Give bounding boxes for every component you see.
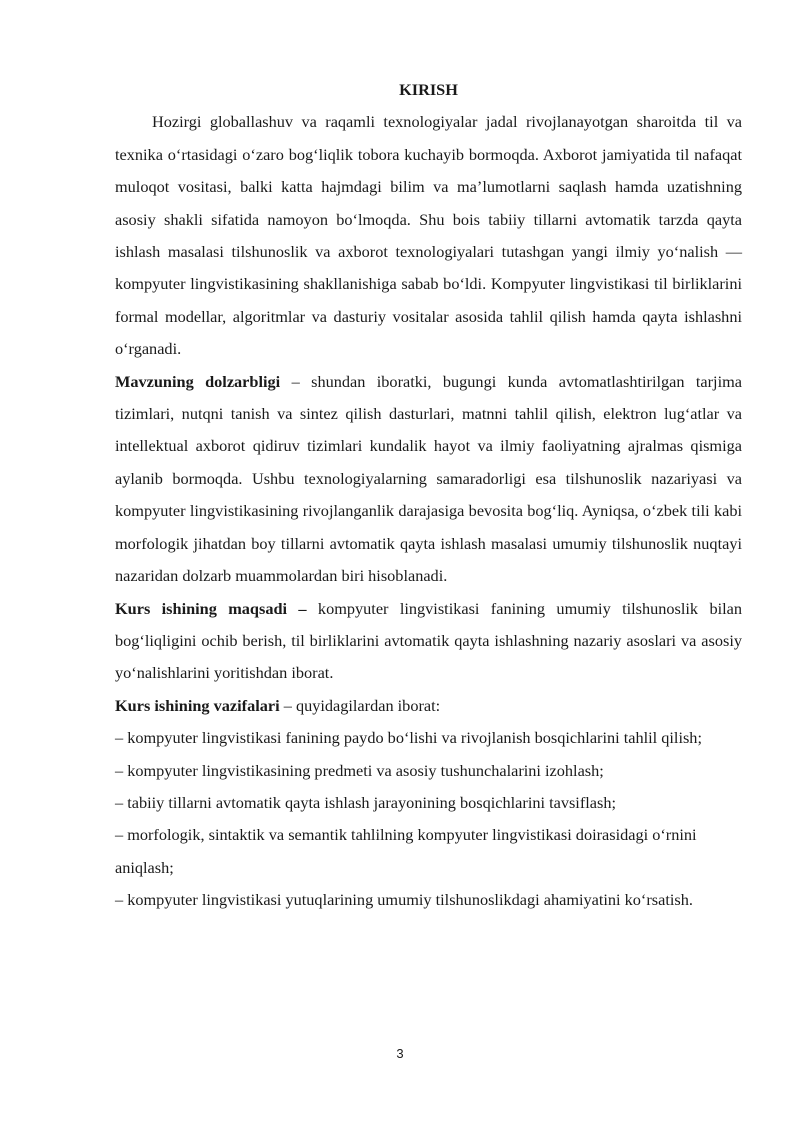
task-item: – kompyuter lingvistikasining predmeti va asosiy tushunchalarini izohlash; [115, 760, 604, 780]
task-item: – tabiiy tillarni avtomatik qayta ishlash jarayonining bosqichlarini tavsiflash; [115, 792, 616, 812]
relevance-paragraph [115, 366, 742, 593]
tasks-paragraph [115, 690, 742, 722]
task-item: – morfologik, sintaktik va semantik tahlilning kompyuter lingvistikasi doirasidagi o‘rnini aniqlash; [115, 825, 697, 877]
tasks-label: Kurs ishining vazifalari [115, 695, 280, 715]
document-page [115, 74, 742, 917]
relevance-label: Mavzuning dolzarbligi [115, 371, 281, 391]
task-item: – kompyuter lingvistikasi fanining paydo bo‘lishi va rivojlanish bosqichlarini tahlil qilish; [115, 728, 702, 748]
section-title: KIRISH [399, 80, 458, 99]
goal-label: Kurs ishining maqsadi – [115, 598, 307, 618]
task-item: – kompyuter lingvistikasi yutuqlarining umumiy tilshunoslikdagi ahamiyatini ko‘rsatish. [115, 890, 693, 910]
relevance-text: – shundan iboratki, bugungi kunda avtomatlashtirilgan tarjima tizimlari, nutqni tanish va sintez qilish dasturlari, matnni tahlil qilish, elektron lug‘atlar va intellektual axborot qidiruv tizimlari kundalik hayot va ilmiy faoliyatning ajralmas qismiga aylanib bormoqda. Ushbu texnologiyalarning samaradorligi esa tilshunoslik nazariyasi va kompyuter lingvistikasining rivojlanganlik darajasiga bevosita bog‘liq. Ayniqsa, o‘zbek tili kabi morfologik jihatdan boy tillarni avtomatik qayta ishlash masalasi umumiy tilshunoslik nuqtayi nazaridan dolzarb muammolardan biri hisoblanadi. [115, 371, 742, 586]
tasks-text: – quyidagilardan iborat: [279, 695, 441, 715]
page-number: 3 [396, 1046, 404, 1061]
intro-paragraph: Hozirgi globallashuv va raqamli texnologiyalar jadal rivojlanayotgan sharoitda til va texnika o‘rtasidagi o‘zaro bog‘liqlik tobora kuchayib bormoqda. Axborot jamiyatida til nafaqat muloqot vositasi, balki katta hajmdagi bilim va ma’lumotlarni saqlash hamda uzatishning asosiy shakli sifatida namoyon bo‘lmoqda. Shu bois tabiiy tillarni avtomatik tarzda qayta ishlash masalasi tilshunoslik va axborot texnologiyalari tutashgan yangi ilmiy yo‘nalish — kompyuter lingvistikasining shakllanishiga sabab bo‘ldi. Kompyuter lingvistikasi til birliklarini formal modellar, algoritmlar va dasturiy vositalar asosida tahlil qilish hamda qayta ishlashni o‘rganadi. [115, 112, 742, 359]
goal-paragraph [115, 593, 742, 690]
goal-text: kompyuter lingvistikasi fanining umumiy tilshunoslik bilan bog‘liqligini ochib berish, til birliklarini avtomatik qayta ishlashning nazariy asoslari va asosiy yo‘nalishlarini yoritishdan iborat. [115, 598, 742, 683]
